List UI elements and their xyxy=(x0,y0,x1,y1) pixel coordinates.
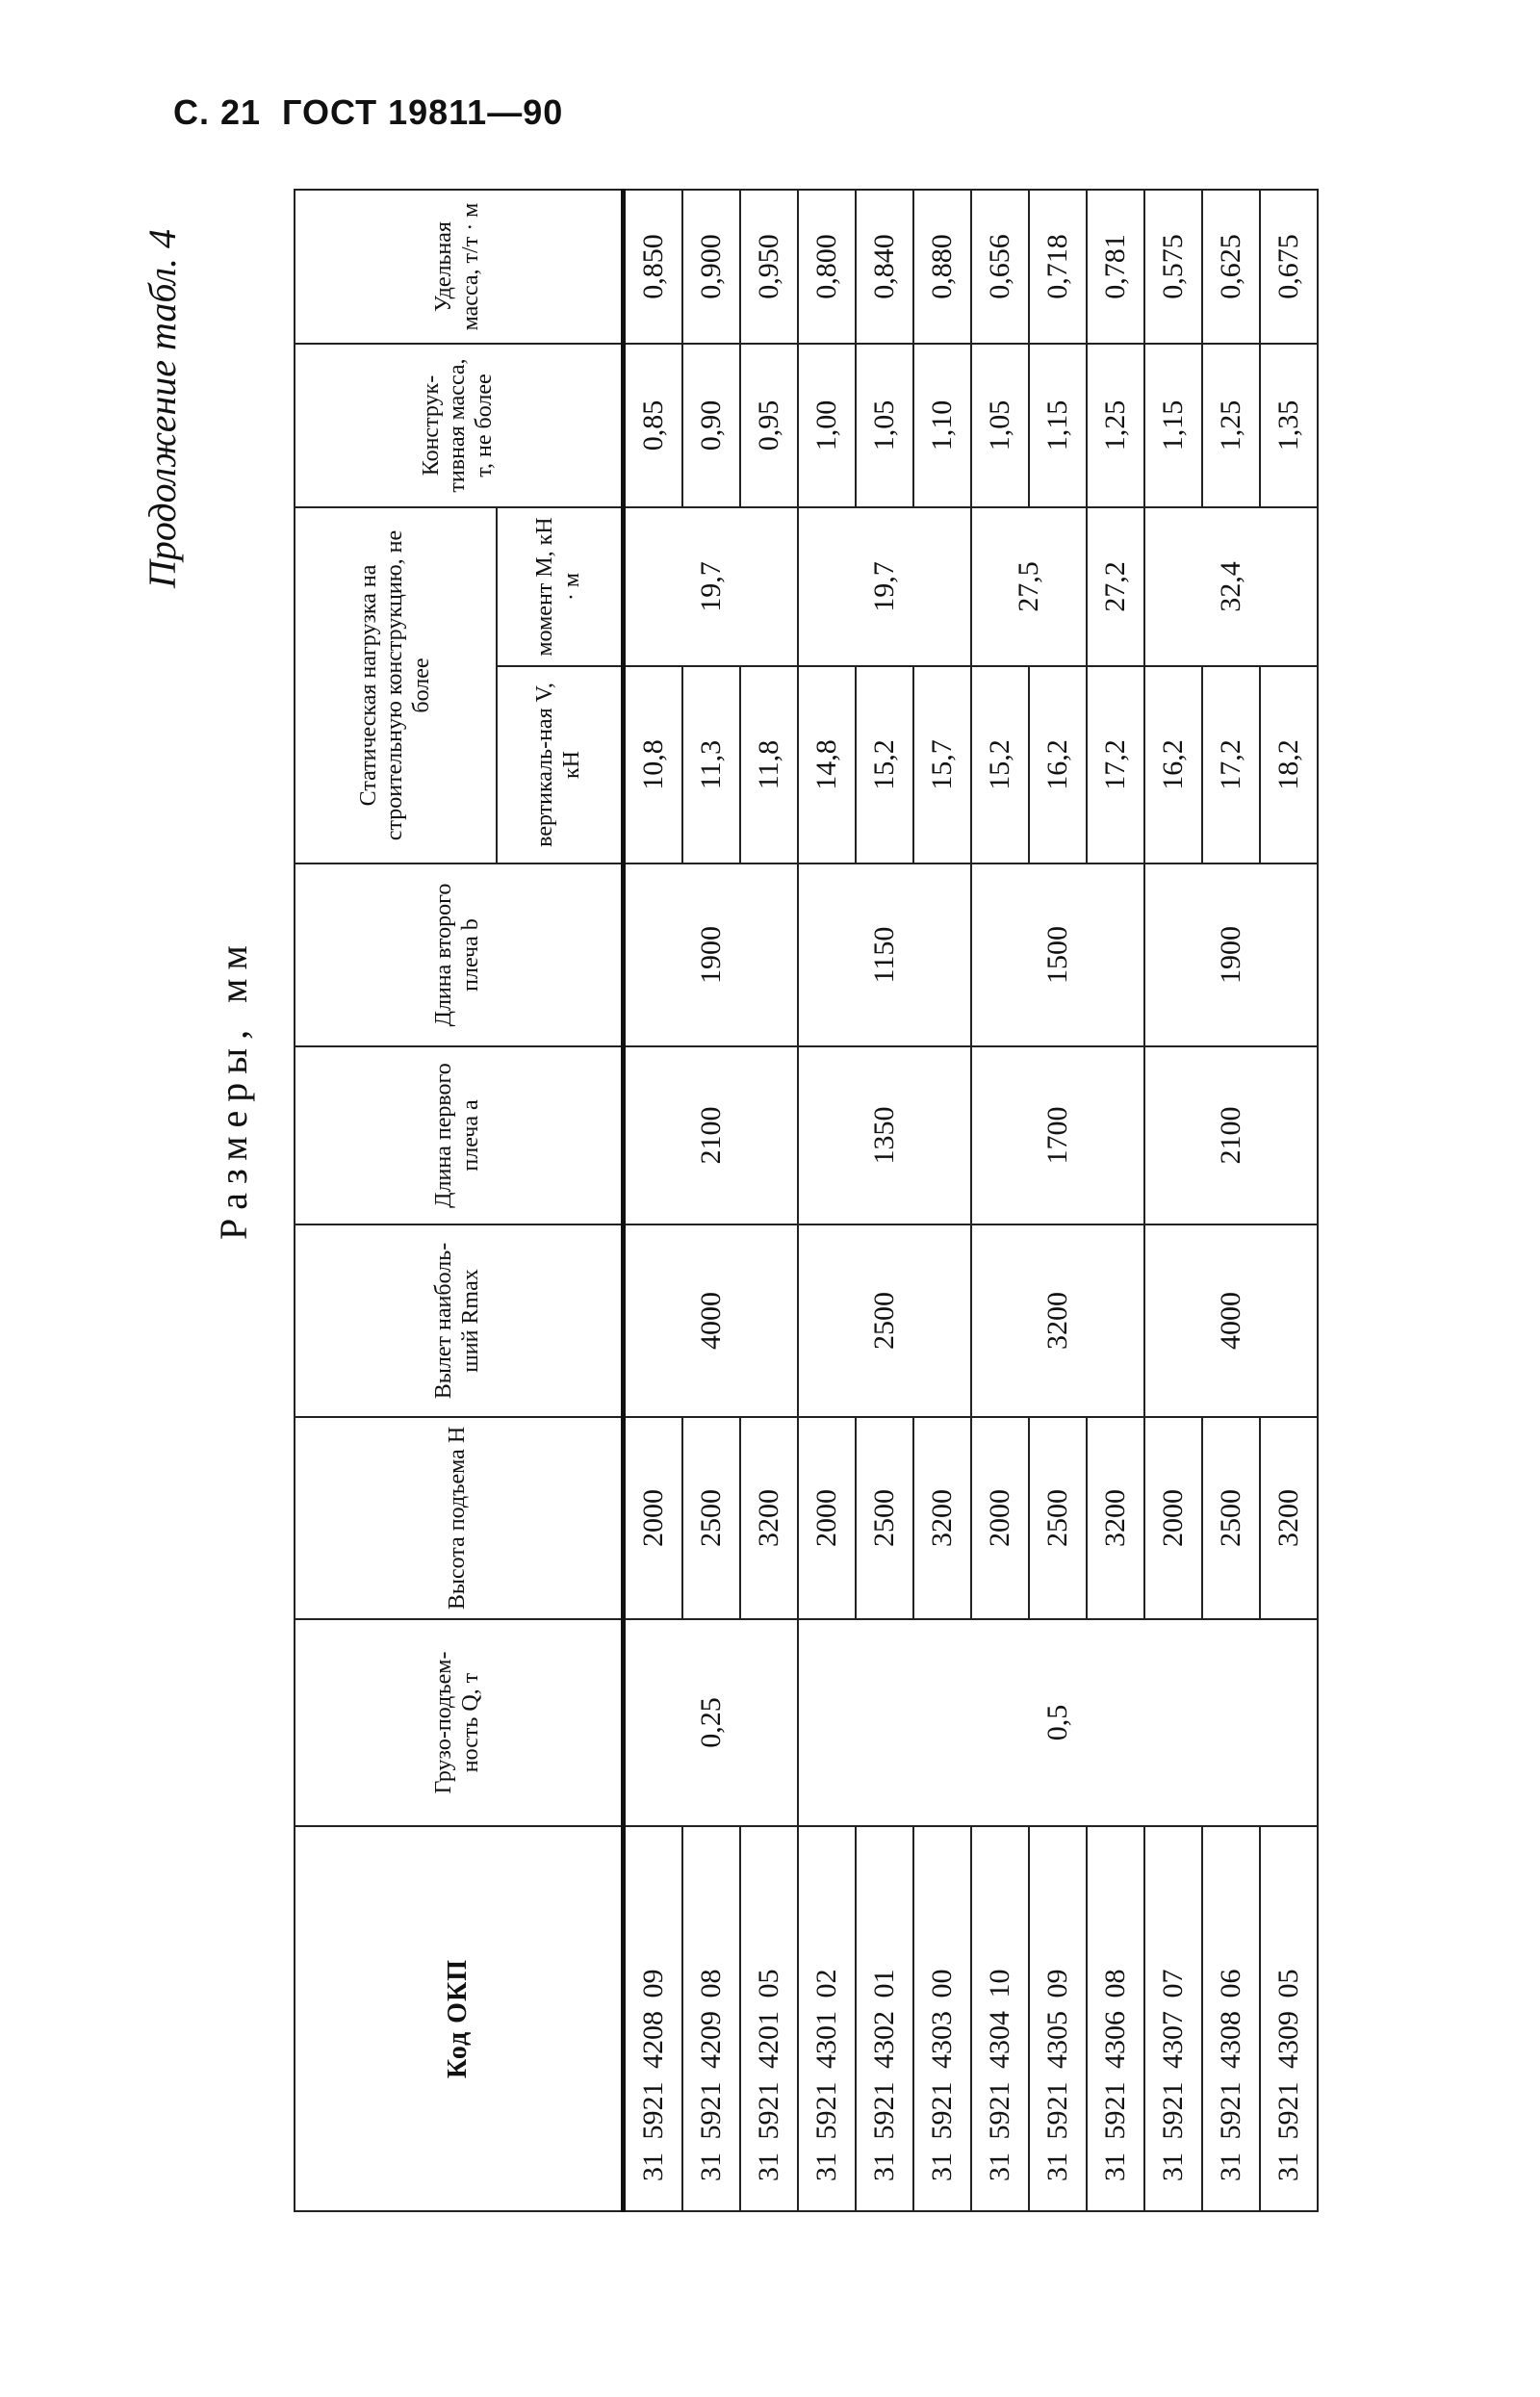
cell-mass: 1,10 xyxy=(913,344,971,507)
cell-moment: 19,7 xyxy=(798,507,971,666)
col-header-reach: Вылет наиболь-ший Rmax xyxy=(295,1224,624,1417)
cell-reach: 4000 xyxy=(624,1224,799,1417)
cell-vertical: 16,2 xyxy=(1144,666,1202,863)
cell-height: 2500 xyxy=(1202,1417,1260,1619)
cell-code: 31 5921 4307 07 xyxy=(1144,1826,1202,2211)
page-header: С. 21 ГОСТ 19811—90 xyxy=(173,92,564,132)
cell-height: 3200 xyxy=(913,1417,971,1619)
cell-code: 31 5921 4302 01 xyxy=(856,1826,913,2211)
cell-vertical: 15,2 xyxy=(971,666,1029,863)
cell-arm-b: 1500 xyxy=(971,863,1144,1046)
cell-vertical: 10,8 xyxy=(624,666,683,863)
cell-moment: 27,2 xyxy=(1087,507,1144,666)
table-row xyxy=(1144,190,1202,2211)
cell-arm-b: 1900 xyxy=(1144,863,1318,1046)
col-header-specific-mass: Удельная масса, т/т · м xyxy=(295,190,624,344)
col-header-arm-a: Длина первого плеча a xyxy=(295,1046,624,1224)
cell-height: 2000 xyxy=(971,1417,1029,1619)
cell-height: 2500 xyxy=(682,1417,740,1619)
cell-code: 31 5921 4306 08 xyxy=(1087,1826,1144,2211)
cell-specific-mass: 0,675 xyxy=(1260,190,1318,344)
cell-reach: 3200 xyxy=(971,1224,1144,1417)
cell-height: 3200 xyxy=(1260,1417,1318,1619)
col-header-arm-b: Длина второго плеча b xyxy=(295,863,624,1046)
cell-vertical: 18,2 xyxy=(1260,666,1318,863)
table-row xyxy=(971,190,1029,2211)
cell-moment: 27,5 xyxy=(971,507,1087,666)
cell-code: 31 5921 4201 05 xyxy=(740,1826,798,2211)
cell-specific-mass: 0,840 xyxy=(856,190,913,344)
cell-specific-mass: 0,781 xyxy=(1087,190,1144,344)
cell-code: 31 5921 4303 00 xyxy=(913,1826,971,2211)
cell-height: 2500 xyxy=(856,1417,913,1619)
cell-arm-a: 2100 xyxy=(624,1046,799,1224)
cell-mass: 1,15 xyxy=(1029,344,1087,507)
cell-specific-mass: 0,575 xyxy=(1144,190,1202,344)
cell-height: 2000 xyxy=(1144,1417,1202,1619)
okp-table xyxy=(294,189,1319,2212)
cell-arm-b: 1900 xyxy=(624,863,799,1046)
cell-mass: 1,25 xyxy=(1202,344,1260,507)
cell-specific-mass: 0,950 xyxy=(740,190,798,344)
cell-mass: 0,85 xyxy=(624,344,683,507)
col-header-moment: момент M, кН · м xyxy=(497,507,624,666)
cell-code: 31 5921 4208 09 xyxy=(624,1826,683,2211)
cell-moment: 19,7 xyxy=(624,507,799,666)
col-header-height: Высота подъема H xyxy=(295,1417,624,1619)
cell-vertical: 15,7 xyxy=(913,666,971,863)
cell-height: 2500 xyxy=(1029,1417,1087,1619)
cell-vertical: 15,2 xyxy=(856,666,913,863)
cell-mass: 1,05 xyxy=(971,344,1029,507)
cell-code: 31 5921 4209 08 xyxy=(682,1826,740,2211)
cell-specific-mass: 0,850 xyxy=(624,190,683,344)
cell-vertical: 11,3 xyxy=(682,666,740,863)
cell-code: 31 5921 4308 06 xyxy=(1202,1826,1260,2211)
col-header-code: Код ОКП xyxy=(295,1826,624,2211)
cell-vertical: 11,8 xyxy=(740,666,798,863)
cell-height: 2000 xyxy=(624,1417,683,1619)
cell-vertical: 14,8 xyxy=(798,666,856,863)
col-header-mass: Конструк-тивная масса, т, не более xyxy=(295,344,624,507)
cell-height: 3200 xyxy=(740,1417,798,1619)
cell-mass: 1,35 xyxy=(1260,344,1318,507)
cell-arm-a: 1700 xyxy=(971,1046,1144,1224)
table-caption: Продолжение табл. 4 xyxy=(141,229,184,589)
cell-capacity: 0,5 xyxy=(798,1619,1318,1826)
cell-mass: 0,95 xyxy=(740,344,798,507)
table-row xyxy=(624,190,683,2211)
dimensions-title: Размеры, мм xyxy=(212,937,255,1240)
cell-arm-a: 1350 xyxy=(798,1046,971,1224)
cell-mass: 1,25 xyxy=(1087,344,1144,507)
cell-vertical: 16,2 xyxy=(1029,666,1087,863)
cell-specific-mass: 0,800 xyxy=(798,190,856,344)
cell-code: 31 5921 4309 05 xyxy=(1260,1826,1318,2211)
cell-mass: 1,15 xyxy=(1144,344,1202,507)
cell-code: 31 5921 4305 09 xyxy=(1029,1826,1087,2211)
cell-vertical: 17,2 xyxy=(1202,666,1260,863)
cell-mass: 0,90 xyxy=(682,344,740,507)
col-header-static-load: Статическая нагрузка на строительную конструкцию, не более xyxy=(295,507,497,863)
cell-mass: 1,05 xyxy=(856,344,913,507)
table-row xyxy=(798,190,856,2211)
cell-moment: 32,4 xyxy=(1144,507,1318,666)
cell-specific-mass: 0,900 xyxy=(682,190,740,344)
cell-specific-mass: 0,656 xyxy=(971,190,1029,344)
cell-capacity: 0,25 xyxy=(624,1619,799,1826)
cell-arm-b: 1150 xyxy=(798,863,971,1046)
cell-specific-mass: 0,880 xyxy=(913,190,971,344)
cell-vertical: 17,2 xyxy=(1087,666,1144,863)
cell-height: 3200 xyxy=(1087,1417,1144,1619)
cell-reach: 2500 xyxy=(798,1224,971,1417)
cell-mass: 1,00 xyxy=(798,344,856,507)
rotated-table-block xyxy=(130,191,1410,2212)
cell-specific-mass: 0,625 xyxy=(1202,190,1260,344)
cell-specific-mass: 0,718 xyxy=(1029,190,1087,344)
cell-arm-a: 2100 xyxy=(1144,1046,1318,1224)
cell-reach: 4000 xyxy=(1144,1224,1318,1417)
cell-height: 2000 xyxy=(798,1417,856,1619)
cell-code: 31 5921 4301 02 xyxy=(798,1826,856,2211)
col-header-vertical: вертикаль-ная V, кН xyxy=(497,666,624,863)
cell-code: 31 5921 4304 10 xyxy=(971,1826,1029,2211)
col-header-capacity: Грузо-подъем-ность Q, т xyxy=(295,1619,624,1826)
